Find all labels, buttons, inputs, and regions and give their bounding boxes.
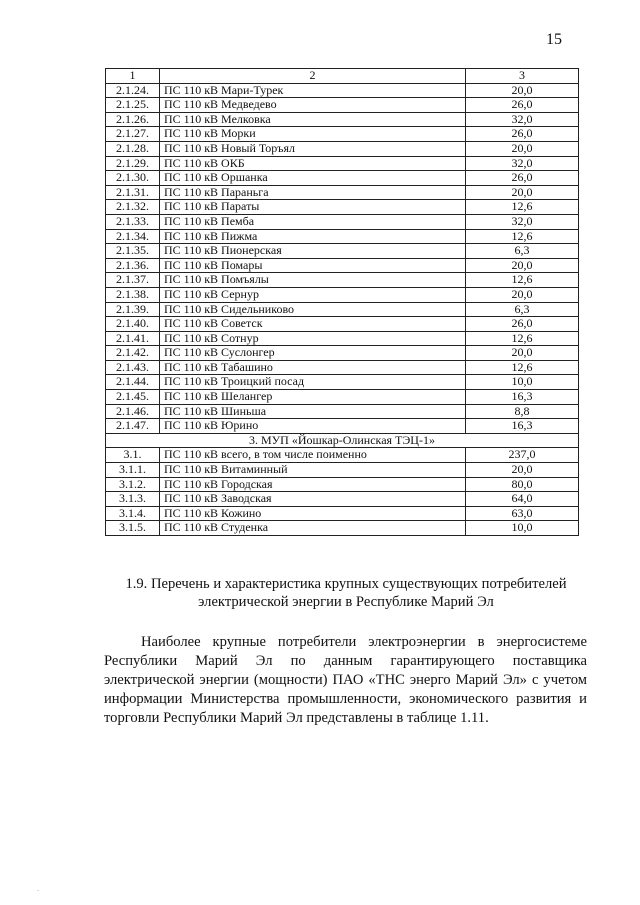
row-number: 2.1.40. [106,317,160,332]
row-number: 3.1.3. [106,492,160,507]
table-row [106,390,579,405]
table-row [106,244,579,259]
row-name: ПС 110 кВ Кожино [160,506,466,521]
row-value: 10,0 [466,375,579,390]
row-name: ПС 110 кВ Сидельниково [160,302,466,317]
row-value: 237,0 [466,448,579,463]
row-name: ПС 110 кВ Советск [160,317,466,332]
row-number: 2.1.35. [106,244,160,259]
row-value: 20,0 [466,346,579,361]
table-row [106,229,579,244]
row-value: 26,0 [466,171,579,186]
table-row [106,98,579,113]
table-row [106,287,579,302]
row-name: ПС 110 кВ Городская [160,477,466,492]
row-value: 12,6 [466,360,579,375]
row-name: ПС 110 кВ Пемба [160,214,466,229]
row-name: ПС 110 кВ Пижма [160,229,466,244]
table-row [106,258,579,273]
page-number: 15 [546,31,562,48]
table-row [106,492,579,507]
row-number: 2.1.24. [106,83,160,98]
table-row [106,214,579,229]
row-value: 32,0 [466,112,579,127]
row-name: ПС 110 кВ Морки [160,127,466,142]
table-row [106,463,579,478]
row-name: ПС 110 кВ Юрино [160,419,466,434]
row-name: ПС 110 кВ Параты [160,200,466,215]
row-number: 2.1.27. [106,127,160,142]
row-name: ПС 110 кВ Шелангер [160,390,466,405]
row-value: 26,0 [466,127,579,142]
row-value: 12,6 [466,331,579,346]
table-header-row [106,69,579,84]
row-value: 8,8 [466,404,579,419]
row-number: 2.1.38. [106,287,160,302]
table-row [106,404,579,419]
row-number: 2.1.43. [106,360,160,375]
row-name: ПС 110 кВ Новый Торъял [160,141,466,156]
row-value: 26,0 [466,317,579,332]
row-number: 3.1.5. [106,521,160,536]
row-number: 3.1.1. [106,463,160,478]
row-name: ПС 110 кВ Табашино [160,360,466,375]
row-value: 10,0 [466,521,579,536]
table-row [106,112,579,127]
table-row [106,521,579,536]
row-number: 3.1. [106,448,160,463]
row-name: ПС 110 кВ Сернур [160,287,466,302]
row-name: ПС 110 кВ Шиньша [160,404,466,419]
row-number: 2.1.34. [106,229,160,244]
row-number: 2.1.31. [106,185,160,200]
row-value: 16,3 [466,419,579,434]
table-row [106,273,579,288]
row-value: 20,0 [466,185,579,200]
row-name: ПС 110 кВ Медведево [160,98,466,113]
table-row [106,419,579,434]
table-row [106,127,579,142]
row-number: 2.1.45. [106,390,160,405]
row-number: 2.1.29. [106,156,160,171]
row-value: 80,0 [466,477,579,492]
row-name: ПС 110 кВ Сотнур [160,331,466,346]
row-value: 20,0 [466,463,579,478]
header-col-2: 2 [160,69,466,84]
row-name: ПС 110 кВ Оршанка [160,171,466,186]
row-value: 16,3 [466,390,579,405]
row-number: 2.1.41. [106,331,160,346]
section-row [106,433,579,448]
table-row [106,141,579,156]
row-name: ПС 110 кВ Мари-Турек [160,83,466,98]
row-name: ПС 110 кВ Витаминный [160,463,466,478]
row-number: 2.1.39. [106,302,160,317]
row-name: ПС 110 кВ Суслонгер [160,346,466,361]
table-row [106,302,579,317]
table-row [106,375,579,390]
row-value: 20,0 [466,258,579,273]
row-number: 2.1.36. [106,258,160,273]
row-number: 2.1.25. [106,98,160,113]
row-number: 3.1.2. [106,477,160,492]
body-paragraph-text: Наиболее крупные потребители электроэнергии в энергосистеме Республики Марий Эл по данным гарантирующего поставщика электрической энергии (мощности) ПАО «ТНС энерго Марий Эл» с учетом информации Министерства промышленности, экономического развития и торговли Республики Марий Эл представлены в таблице 1.11. [104,634,587,726]
section-heading: 1.9. Перечень и характеристика крупных существующих потребителей электрической энергии в Республике Марий Эл [125,576,567,610]
row-number: 2.1.30. [106,171,160,186]
row-value: 20,0 [466,83,579,98]
row-number: 2.1.33. [106,214,160,229]
body-paragraph [104,633,587,728]
scan-mark: . [37,884,39,893]
row-name: ПС 110 кВ всего, в том числе поименно [160,448,466,463]
row-name: ПС 110 кВ Помары [160,258,466,273]
table-row [106,185,579,200]
row-number: 2.1.37. [106,273,160,288]
row-name: ПС 110 кВ Помъялы [160,273,466,288]
row-number: 2.1.26. [106,112,160,127]
row-value: 12,6 [466,229,579,244]
table-row [106,83,579,98]
table-row [106,448,579,463]
row-name: ПС 110 кВ Троицкий посад [160,375,466,390]
row-number: 3.1.4. [106,506,160,521]
header-col-1: 1 [106,69,160,84]
table-row [106,346,579,361]
row-value: 12,6 [466,200,579,215]
table-row [106,156,579,171]
row-name: ПС 110 кВ Студенка [160,521,466,536]
row-number: 2.1.28. [106,141,160,156]
row-number: 2.1.32. [106,200,160,215]
row-name: ПС 110 кВ Пионерская [160,244,466,259]
table-row [106,317,579,332]
table-row [106,360,579,375]
header-col-3: 3 [466,69,579,84]
table-row [106,200,579,215]
row-value: 6,3 [466,244,579,259]
table-row [106,331,579,346]
substations-table [105,68,579,536]
row-value: 20,0 [466,287,579,302]
row-value: 6,3 [466,302,579,317]
row-name: ПС 110 кВ Мелковка [160,112,466,127]
row-number: 2.1.42. [106,346,160,361]
section-title: 3. МУП «Йошкар-Олинская ТЭЦ-1» [106,433,579,448]
row-number: 2.1.46. [106,404,160,419]
row-number: 2.1.47. [106,419,160,434]
row-name: ПС 110 кВ Заводская [160,492,466,507]
row-value: 26,0 [466,98,579,113]
table-row [106,171,579,186]
table-row [106,477,579,492]
row-value: 20,0 [466,141,579,156]
row-name: ПС 110 кВ Параньга [160,185,466,200]
row-name: ПС 110 кВ ОКБ [160,156,466,171]
row-value: 64,0 [466,492,579,507]
row-value: 12,6 [466,273,579,288]
row-value: 32,0 [466,214,579,229]
table-row [106,506,579,521]
row-value: 32,0 [466,156,579,171]
row-value: 63,0 [466,506,579,521]
row-number: 2.1.44. [106,375,160,390]
